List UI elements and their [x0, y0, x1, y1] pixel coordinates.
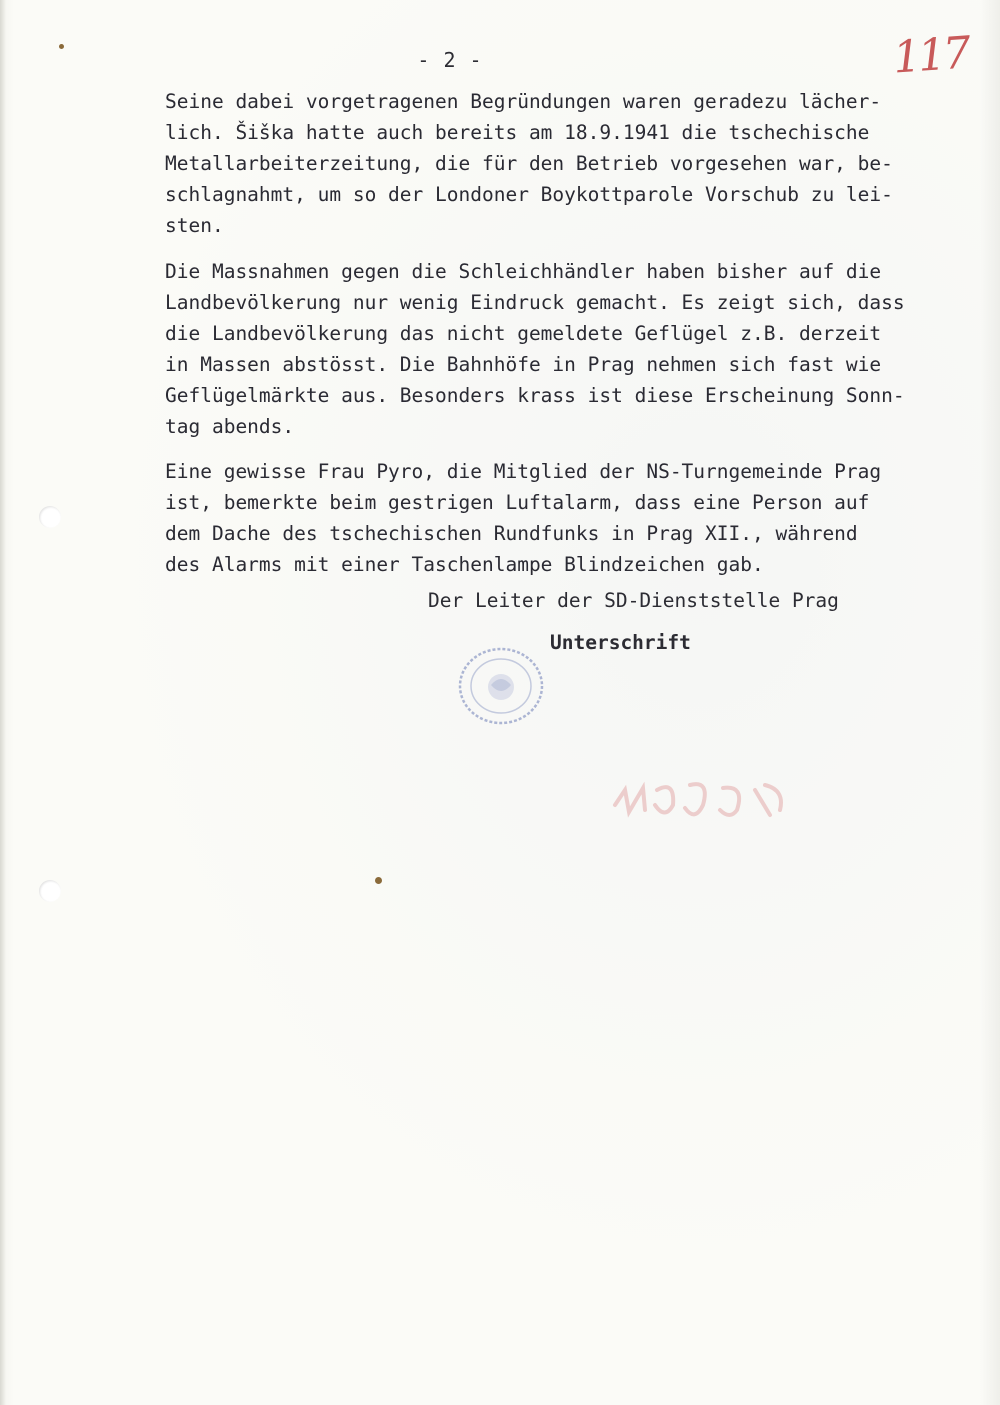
text-line: ist, bemerkte beim gestrigen Luftalarm, dass eine Person auf	[165, 491, 870, 514]
page-edge-shadow	[0, 0, 6, 1405]
archive-folio-number: 117	[891, 27, 970, 84]
paper-speck	[375, 877, 382, 884]
faded-stamp-seal	[456, 645, 546, 727]
text-line: Die Massnahmen gegen die Schleichhändler haben bisher auf die	[165, 260, 882, 283]
punch-hole-top	[39, 506, 61, 528]
text-line: tag abends.	[165, 415, 295, 438]
text-line: Eine gewisse Frau Pyro, die Mitglied der NS-Turngemeinde Prag	[165, 460, 882, 483]
signature-label: Unterschrift	[550, 631, 691, 654]
punch-hole-bottom	[39, 880, 61, 902]
paragraph-1	[165, 86, 935, 241]
text-line: die Landbevölkerung das nicht gemeldete Geflügel z.B. derzeit	[165, 322, 882, 345]
text-line: lich. Šiška hatte auch bereits am 18.9.1941 die tschechische	[165, 121, 870, 144]
text-line: Geflügelmärkte aus. Besonders krass ist diese Erscheinung Sonn-	[165, 384, 905, 407]
paragraph-3	[165, 456, 935, 580]
faded-red-annotation	[605, 760, 805, 840]
paragraph-2	[165, 256, 935, 442]
text-line: sten.	[165, 214, 224, 237]
signatory-title: Der Leiter der SD-Dienststelle Prag	[428, 589, 839, 612]
text-line: Seine dabei vorgetragenen Begründungen waren geradezu lächer-	[165, 90, 882, 113]
text-line: schlagnahmt, um so der Londoner Boykottparole Vorschub zu lei-	[165, 183, 893, 206]
text-line: des Alarms mit einer Taschenlampe Blindzeichen gab.	[165, 553, 764, 576]
text-line: dem Dache des tschechischen Rundfunks in Prag XII., während	[165, 522, 858, 545]
page-number: - 2 -	[417, 48, 483, 72]
text-line: Metallarbeiterzeitung, die für den Betrieb vorgesehen war, be-	[165, 152, 893, 175]
text-line: Landbevölkerung nur wenig Eindruck gemacht. Es zeigt sich, dass	[165, 291, 905, 314]
text-line: in Massen abstösst. Die Bahnhöfe in Prag nehmen sich fast wie	[165, 353, 882, 376]
